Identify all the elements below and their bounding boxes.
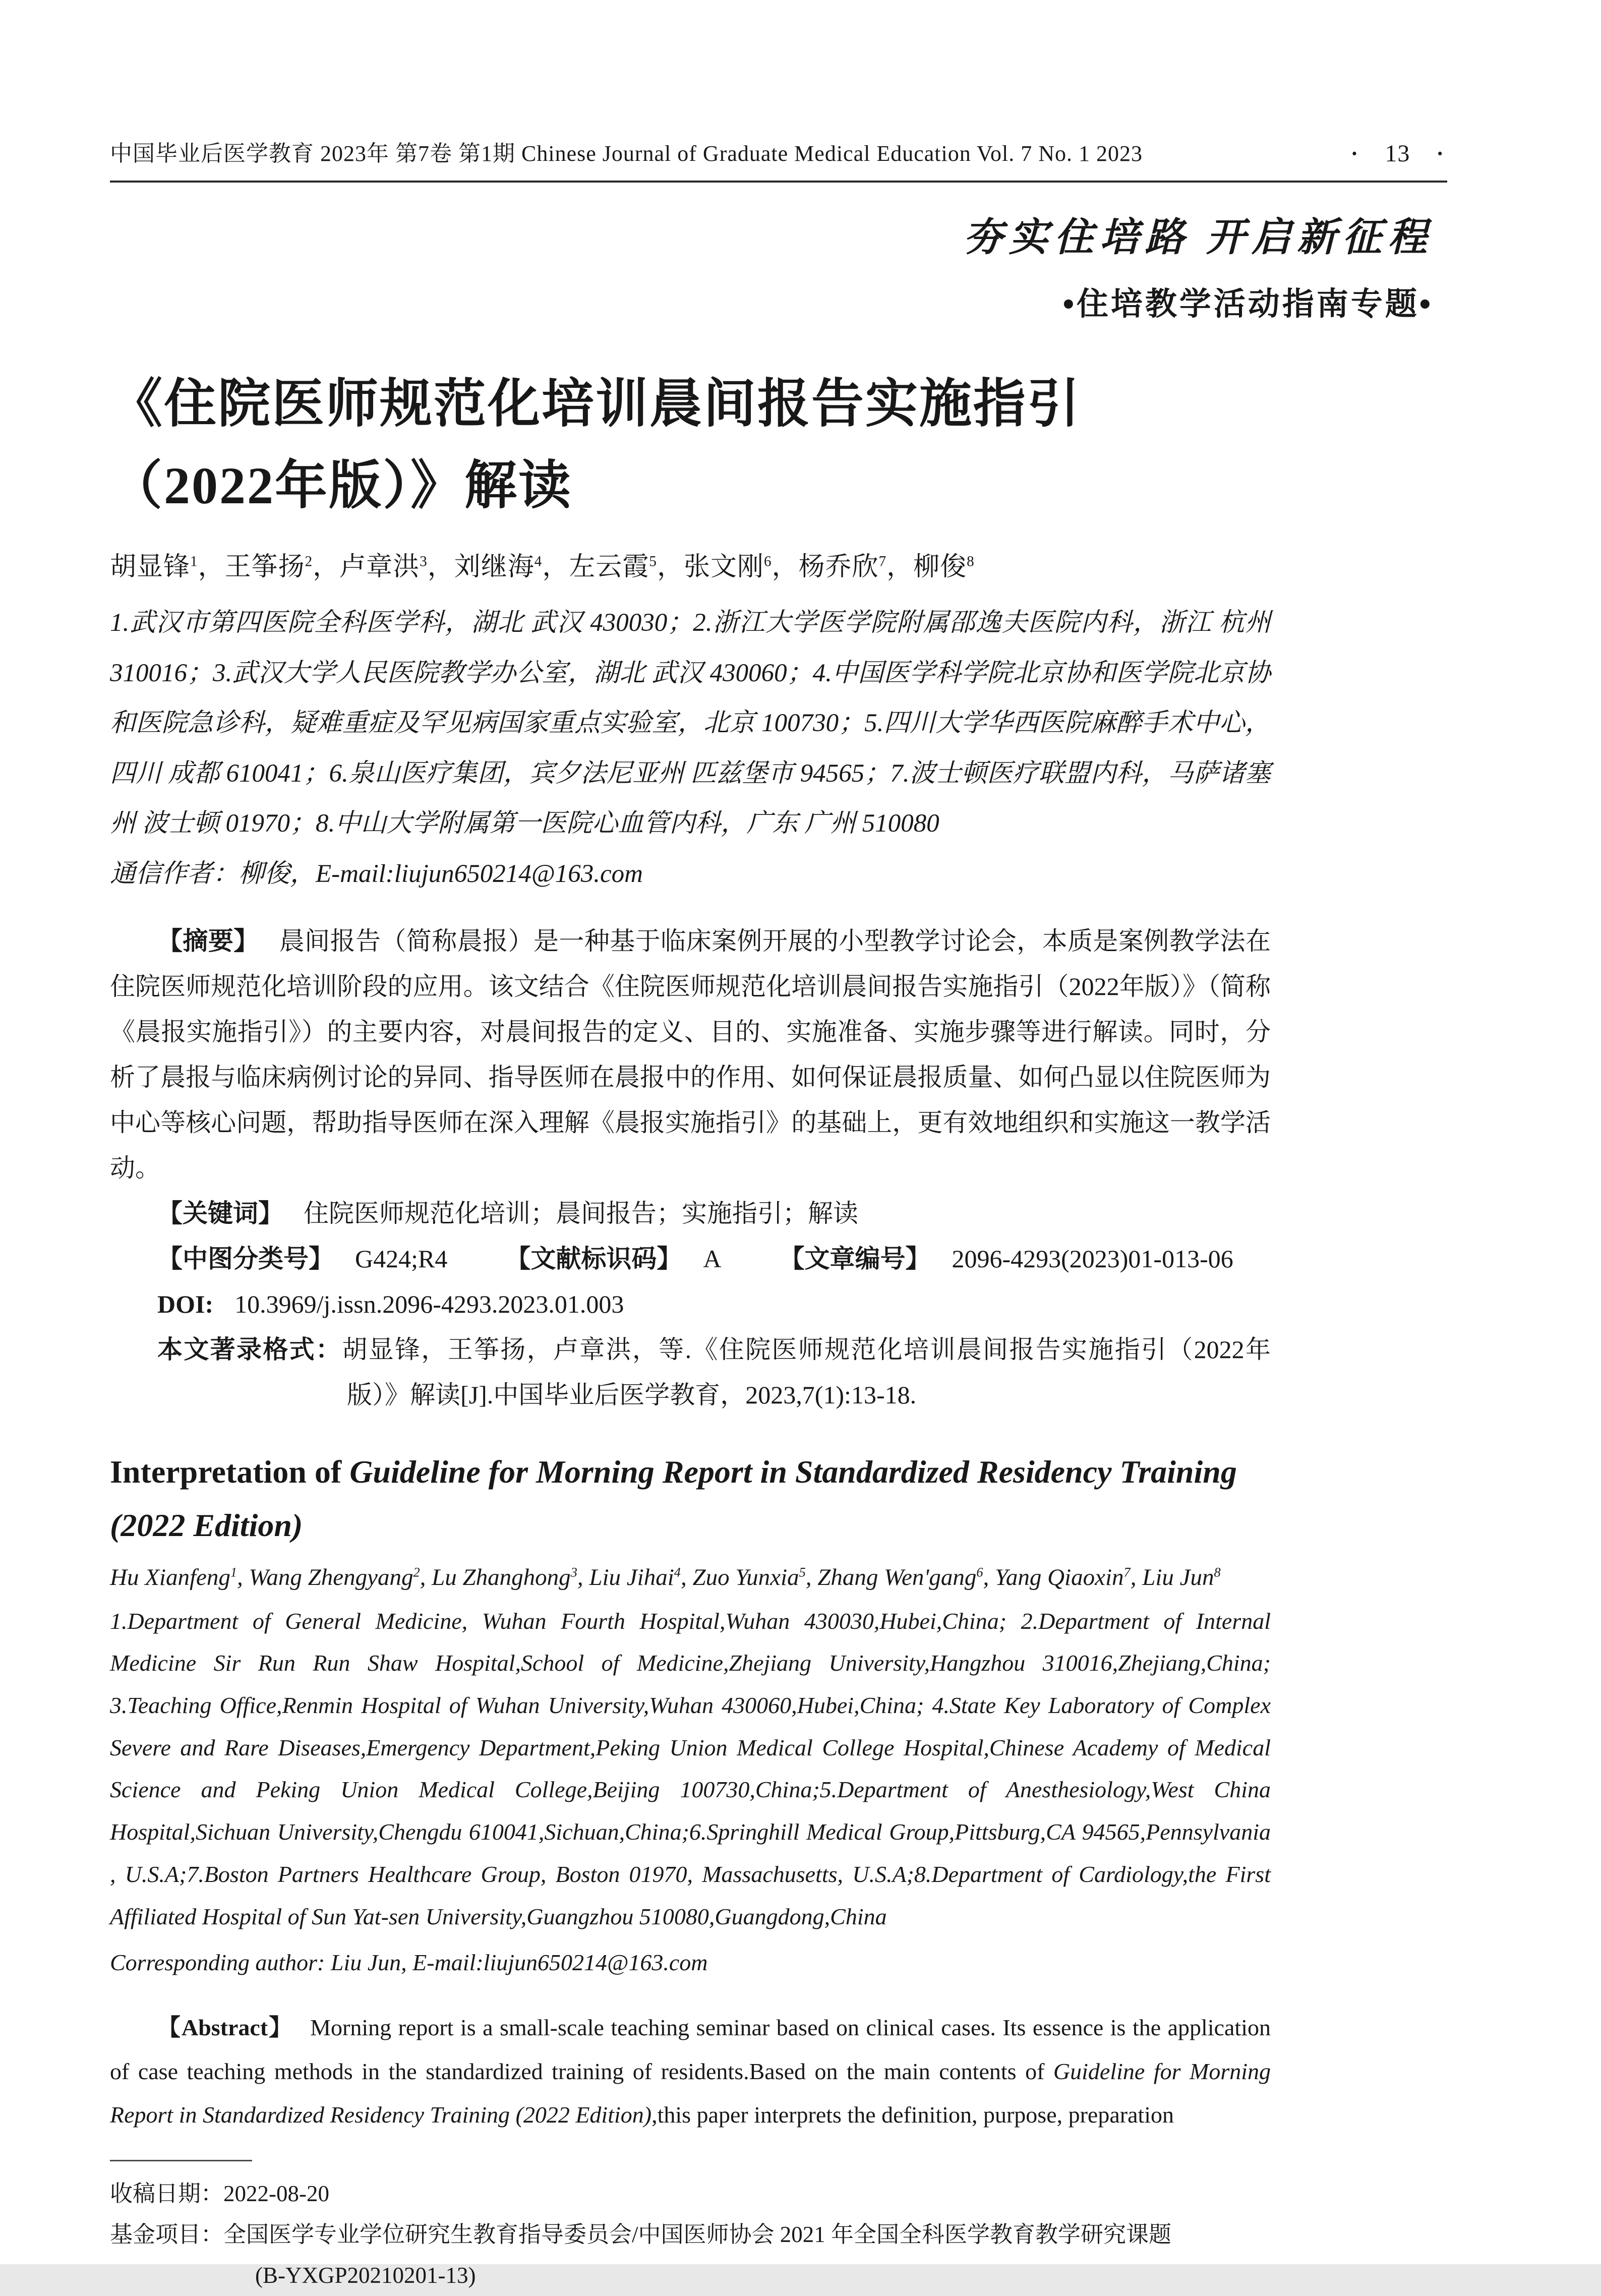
author-separator: , (237, 1564, 249, 1591)
author-separator: , (983, 1564, 995, 1591)
author-zh: 左云霞$^5$ (569, 553, 657, 582)
fund-text: 全国医学专业学位研究生教育指导委员会/中国医师协会 2021 年全国全科医学教育教学研究课题 (223, 2222, 1172, 2248)
journal-title-line: 中国毕业后医学教育 2023年 第7卷 第1期 Chinese Journal of Graduate Medical Education Vol. 7 No. 1 2023 (110, 141, 1143, 166)
title-en-guideline-name: Guideline for Morning Report in Standardized Residency Training (2022 Edition) (110, 1454, 1237, 1544)
abstract-text-zh: 晨间报告（简称晨报）是一种基于临床案例开展的小型教学讨论会，本质是案例教学法在住院医师规范化培训阶段的应用。该文结合《住院医师规范化培训晨间报告实施指引（2022年版）》（简称《晨报实施指引》）的主要内容，对晨间报告的定义、目的、实施准备、实施步骤等进行解读。同时，分析了晨报与临床病例讨论的异同、指导医师在晨报中的作用、如何保证晨报质量、如何凸显以住院医师为中心等核心问题，帮助指导医师在深入理解《晨报实施指引》的基础上，更有效地组织和实施这一教学活动。 (110, 927, 1271, 1183)
abstract-en-guideline-name: Guideline for Morning Report in Standardized Residency Training (2022 Edition) (110, 2058, 1271, 2128)
article-no-label: 【文章编号】 (779, 1245, 931, 1273)
doi-line (110, 1281, 1271, 1327)
page-number: 13 (1385, 140, 1410, 167)
citation-label: 本文著录格式： (157, 1335, 342, 1364)
keywords-line (110, 1191, 1271, 1236)
author-separator: , (680, 1564, 693, 1591)
clc-label: 【中图分类号】 (157, 1245, 334, 1273)
author-separator: ， (427, 553, 454, 582)
author-separator: ， (198, 553, 225, 582)
article-title-line1: 《住院医师规范化培训晨间报告实施指引 (110, 375, 1082, 433)
fund-line (110, 2214, 1271, 2255)
author-sup: 6 (763, 554, 772, 570)
doc-code-label: 【文献标识码】 (505, 1245, 682, 1273)
keywords-text: 住院医师规范化培训；晨间报告；实施指引；解读 (304, 1199, 858, 1228)
author-sup: 8 (1214, 1564, 1221, 1579)
author-en: Wang Zhengyang$^2$ (249, 1564, 420, 1591)
english-section (110, 1445, 1271, 2137)
author-en: Liu Jun$^8$ (1142, 1564, 1221, 1591)
affiliations-zh: 1.武汉市第四医院全科医学科，湖北 武汉 430030；2.浙江大学医学院附属邵逸夫医院内科，浙江 杭州 310016；3.武汉大学人民医院教学办公室，湖北 武汉 430060；4.中国医学科学院北京协和医学院北京协和医院急诊科，疑难重症及罕见病国家重点实验室，北京 100730；5.四川大学华西医院麻醉手术中心，四川 成都 610041；6.泉山医疗集团，宾夕法尼亚州 匹兹堡市 94565；7.波士顿医疗联盟内科，马萨诸塞州 波士顿 01970；8.中山大学附属第一医院心血管内科，广东 广州 510080 (110, 609, 1271, 838)
keywords-label: 【关键词】 (157, 1199, 283, 1228)
author-zh: 刘继海$^4$ (454, 553, 543, 582)
abstract-en-pre: Morning report is a small-scale teaching seminar based on clinical cases. Its essence is the application of case teaching methods in the standardized training of residents.Based on the main contents of (110, 2015, 1271, 2084)
author-zh: 张文刚$^6$ (683, 553, 772, 582)
special-topic-label: •住培教学活动指南专题• (1062, 286, 1433, 322)
author-sup: 1 (230, 1564, 238, 1579)
doi-label: DOI: (157, 1290, 214, 1319)
abstract-label-zh: 【摘要】 (157, 927, 259, 956)
corresponding-author-en: Corresponding author: Liu Jun, E-mail:liujun650214@163.com (110, 1950, 708, 1976)
page-number-block (1351, 140, 1447, 167)
citation-text: 胡显锋，王筝扬，卢章洪，等.《住院医师规范化培训晨间报告实施指引（2022年版）》解读[J].中国毕业后医学教育，2023,7(1):13-18. (342, 1335, 1271, 1409)
page-header (110, 135, 1447, 167)
author-en: Yang Qiaoxin$^7$ (995, 1564, 1131, 1591)
author-sup: 8 (967, 554, 975, 570)
author-zh: 杨乔欣$^7$ (798, 553, 887, 582)
calligraphy-slogan: 夯实住培路 开启新征程 (963, 215, 1433, 259)
authors-en (110, 1564, 1271, 1591)
title-en-plain: Interpretation of (110, 1454, 350, 1490)
clc-value: G424;R4 (355, 1245, 448, 1273)
author-en: Lu Zhanghong$^3$ (432, 1564, 577, 1591)
author-sup: 6 (976, 1564, 983, 1579)
abstract-en-post: ,this paper interprets the definition, purpose, preparation (651, 2101, 1174, 2128)
author-zh: 柳俊$^8$ (913, 553, 975, 582)
author-sup: 1 (190, 554, 198, 570)
author-zh: 胡显锋$^1$ (110, 553, 198, 582)
footnote-separator-rule (110, 2160, 252, 2161)
author-en: Zhang Wen'gang$^6$ (817, 1564, 983, 1591)
article-title-en (110, 1445, 1271, 1552)
author-sup: 2 (413, 1564, 420, 1579)
column-banner (110, 206, 1447, 324)
author-en: Hu Xianfeng$^1$ (110, 1564, 238, 1591)
author-separator: ， (542, 553, 569, 582)
author-separator: ， (886, 553, 914, 582)
classification-line (110, 1236, 1271, 1281)
header-rule (110, 181, 1447, 183)
page-number-left-dot: · (1350, 141, 1359, 166)
authors-zh (110, 545, 1271, 583)
author-separator: , (805, 1564, 818, 1591)
doc-code-value: A (703, 1245, 722, 1273)
doi-value: 10.3969/j.issn.2096-4293.2023.01.003 (234, 1290, 624, 1319)
article-column (110, 364, 1271, 2296)
author-sup: 4 (534, 554, 543, 570)
author-separator: ， (313, 553, 340, 582)
page-footnote (110, 2173, 1271, 2296)
fund-project-code: (B-YXGP20210201-13) (255, 2263, 476, 2288)
author-sup: 3 (420, 554, 428, 570)
author-en: Zuo Yunxia$^5$ (692, 1564, 806, 1591)
author-zh: 卢章洪$^3$ (339, 553, 428, 582)
affiliations-en: 1.Department of General Medicine, Wuhan Fourth Hospital,Wuhan 430030,Hubei,China; 2.Department of Internal Medicine Sir Run Run Shaw Hospital,School of Medicine,Zhejiang University,Hangzhou 310016,Zhejiang,China; 3.Teaching Office,Renmin Hospital of Wuhan University,Wuhan 430060,Hubei,China; 4.State Key Laboratory of Complex Severe and Rare Diseases,Emergency Department,Peking Union Medical College Hospital,Chinese Academy of Medical Science and Peking Union Medical College,Beijing 100730,China;5.Department of Anesthesiology,West China Hospital,Sichuan University,Chengdu 610041,Sichuan,China;6.Springhill Medical Group,Pittsburg,CA 94565,Pennsylvania , U.S.A;7.Boston Partners Healthcare Group, Boston 01970, Massachusetts, U.S.A;8.Department of Cardiology,the First Affiliated Hospital of Sun Yat-sen University,Guangzhou 510080,Guangdong,China (110, 1608, 1271, 1929)
received-value: 2022-08-20 (223, 2181, 329, 2207)
corresponding-author-zh: 通信作者：柳俊，E-mail:liujun650214@163.com (110, 859, 643, 888)
page-number-right-dot: · (1436, 141, 1444, 166)
fund-label: 基金项目： (110, 2222, 224, 2248)
author-sup: 5 (799, 1564, 806, 1579)
author-separator: ， (772, 553, 799, 582)
abstract-zh (110, 918, 1271, 1191)
article-title-line2: （2022年版）》解读 (110, 457, 573, 515)
article-no-value: 2096-4293(2023)01-013-06 (952, 1245, 1233, 1273)
abstract-label-en: 【Abstract】 (157, 2015, 293, 2041)
article-title-zh (110, 364, 1271, 527)
author-separator: , (577, 1564, 589, 1591)
citation-line (110, 1327, 1271, 1418)
author-separator: ， (657, 553, 684, 582)
author-sup: 5 (649, 554, 657, 570)
author-sup: 4 (674, 1564, 681, 1579)
author-sup: 7 (878, 554, 887, 570)
author-sup: 2 (305, 554, 313, 570)
front-matter-zh (110, 918, 1271, 1418)
author-separator: , (420, 1564, 432, 1591)
abstract-en (110, 2006, 1271, 2137)
author-sup: 7 (1123, 1564, 1131, 1579)
author-sup: 3 (570, 1564, 577, 1579)
author-en: Liu Jihai$^4$ (589, 1564, 681, 1591)
received-date-line (110, 2173, 1271, 2214)
author-zh: 王筝扬$^2$ (224, 553, 313, 582)
author-separator: , (1130, 1564, 1143, 1591)
received-label: 收稿日期： (110, 2181, 224, 2207)
